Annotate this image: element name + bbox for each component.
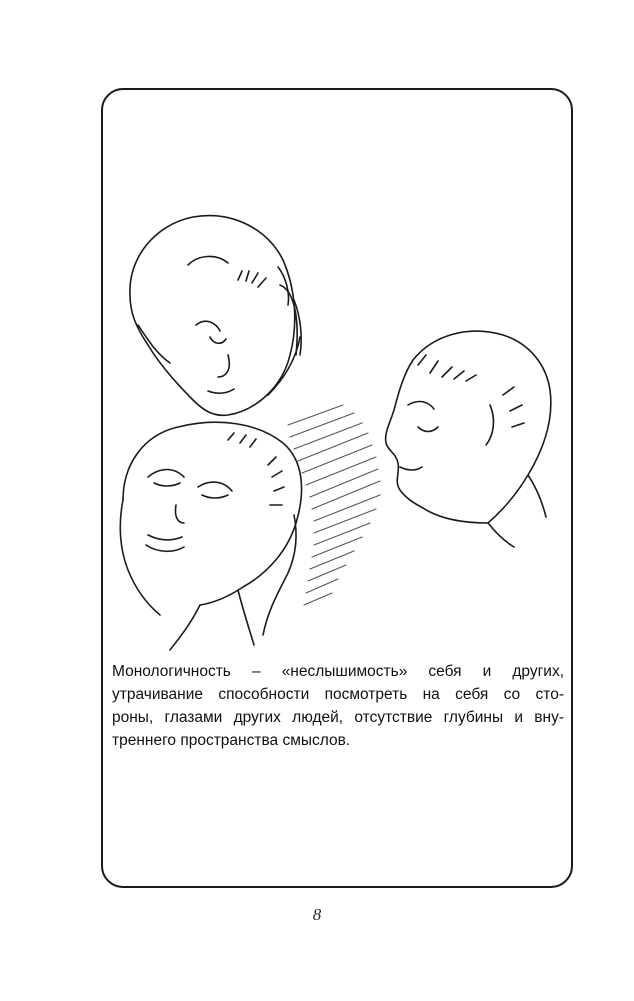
hatching-lines — [288, 405, 380, 605]
face-profile — [386, 331, 551, 547]
caption-line: утрачивание способности посмотреть на себя со сто- — [112, 686, 564, 703]
face-looking-down — [130, 216, 301, 416]
caption-paragraph — [112, 660, 564, 752]
page-number: 8 — [312, 905, 322, 924]
face-looking-up — [120, 422, 301, 650]
three-faces-illustration — [118, 205, 558, 655]
caption-line: треннего пространства смыслов. — [112, 732, 351, 749]
caption-line: Монологичность – «неслышимость» себя и других, — [112, 663, 564, 680]
caption-line: роны, глазами других людей, отсутствие глубины и вну- — [112, 709, 564, 726]
